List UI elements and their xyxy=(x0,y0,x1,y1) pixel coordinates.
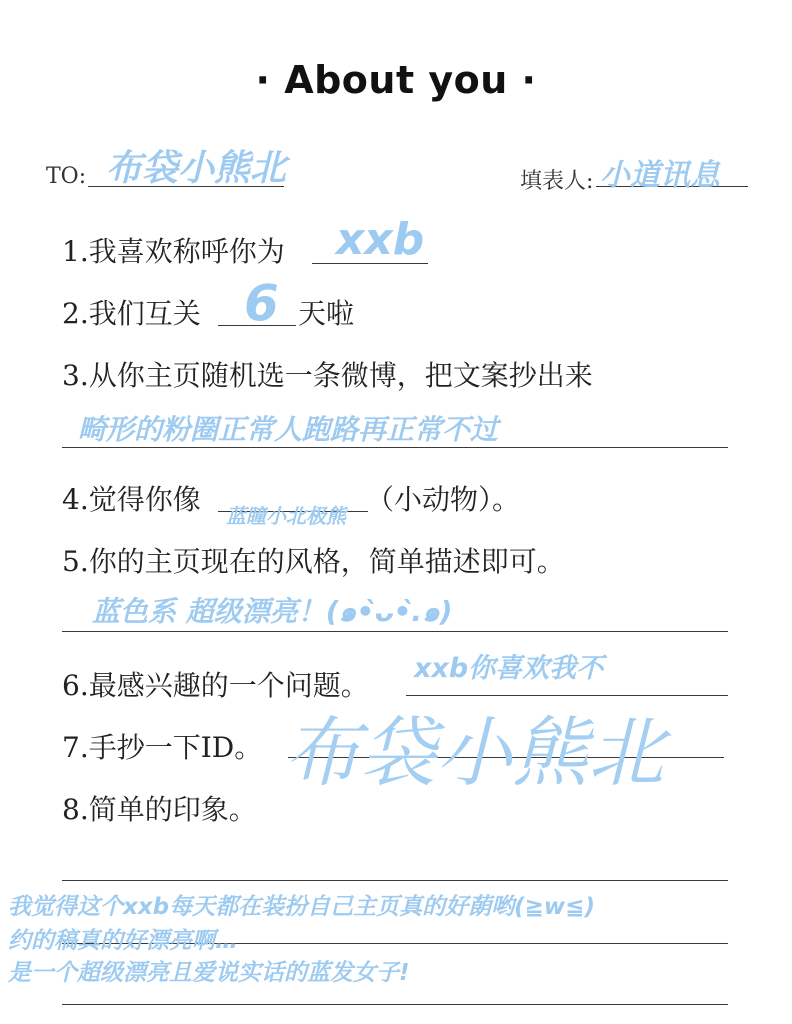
page-title: · About you · xyxy=(255,58,537,102)
question-text: 我们互关 xyxy=(88,297,201,330)
q3-underline xyxy=(62,447,728,448)
question-number: 3. xyxy=(62,359,89,392)
question-3 xyxy=(62,354,593,394)
question-2 xyxy=(62,292,201,332)
question-number: 1. xyxy=(62,235,89,268)
question-4 xyxy=(62,478,201,518)
question-2-suffix: 天啦 xyxy=(298,297,355,330)
question-number: 8. xyxy=(62,793,89,826)
q7-answer: 布袋小熊北 xyxy=(284,708,664,797)
q5-underline xyxy=(62,631,728,632)
question-text: 我喜欢称呼你为 xyxy=(88,235,285,268)
question-5 xyxy=(62,540,565,580)
question-number: 7. xyxy=(62,731,89,764)
question-number: 2. xyxy=(62,297,89,330)
question-text: 觉得你像 xyxy=(88,483,201,516)
question-number: 4. xyxy=(62,483,89,516)
q4-answer: 蓝瞳小北极熊 xyxy=(226,504,346,528)
question-number: 6. xyxy=(62,669,89,702)
q6-answer: xxb你喜欢我不 xyxy=(414,653,604,684)
question-4-suffix: （小动物）。 xyxy=(366,483,521,516)
q8-answer-line-2: 约的稿真的好漂亮啊… xyxy=(8,928,238,954)
filler-label: 填表人: xyxy=(520,169,594,194)
q2-answer: 6 xyxy=(244,274,279,332)
question-7 xyxy=(62,726,262,766)
question-text: 简单的印象。 xyxy=(88,793,257,826)
question-text: 最感兴趣的一个问题。 xyxy=(88,669,369,702)
filler-value: 小道讯息 xyxy=(600,158,720,193)
question-text: 从你主页随机选一条微博，把文案抄出来 xyxy=(88,359,593,392)
q8-answer-line-3: 是一个超级漂亮且爱说实话的蓝发女子! xyxy=(8,960,410,986)
question-1 xyxy=(62,230,285,270)
q1-answer: xxb xyxy=(336,214,425,265)
q3-answer: 畸形的粉圈正常人跑路再正常不过 xyxy=(78,413,499,446)
q8-answer-line-1: 我觉得这个xxb每天都在装扮自己主页真的好蓢哟(≧w≦) xyxy=(8,894,595,920)
question-text: 手抄一下ID。 xyxy=(88,731,263,764)
to-value: 布袋小熊北 xyxy=(106,148,287,189)
q8-underline-1 xyxy=(62,880,728,881)
q8-underline-3 xyxy=(62,1004,728,1005)
q5-answer: 蓝色系 超级漂亮！(๑•̀ᴗ•̀.๑) xyxy=(92,595,453,628)
question-8 xyxy=(62,788,257,828)
question-text: 你的主页现在的风格，简单描述即可。 xyxy=(88,545,565,578)
question-number: 5. xyxy=(62,545,89,578)
to-label: TO: xyxy=(46,164,87,189)
